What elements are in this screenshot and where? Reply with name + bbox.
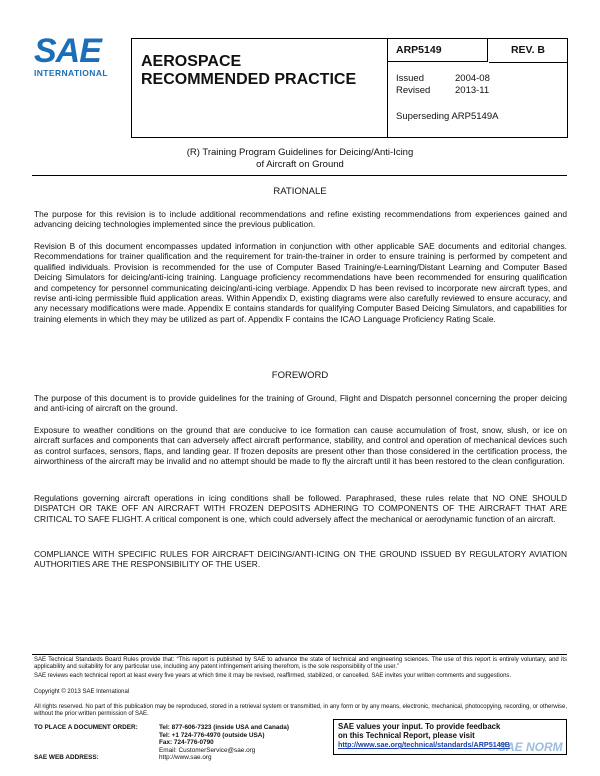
footer-review: SAE reviews each technical report at least every five years at which time it may be revised, reaffirmed, stabilized, or cancelled. SAE invites your written comments and suggestions.: [34, 673, 512, 679]
divider: [32, 175, 567, 176]
revised-label: Revised: [396, 85, 431, 96]
foreword-heading: FOREWORD: [271, 370, 329, 381]
web-label: SAE WEB ADDRESS:: [34, 754, 99, 761]
document-number: ARP5149: [388, 39, 488, 62]
title-line-2: RECOMMENDED PRACTICE: [141, 71, 357, 88]
revised-date: 2013-11: [455, 85, 490, 96]
document-subject: [0, 147, 600, 171]
rationale-paragraph: The purpose for this revision is to include additional recommendations and refine existing recommendations from experiences gained and advancing deicing technologies implemented since the previous publication.: [34, 209, 567, 230]
order-contacts: [159, 724, 359, 762]
email: Email: CustomerService@sae.org: [159, 746, 256, 754]
footer-rights: All rights reserved. No part of this publication may be reproduced, stored in a retrieval system or transmitted, in any form or by any means, electronic, mechanical, photocopying, recording, or otherwise, without the prior written permission of SAE.: [34, 704, 567, 718]
issued-row: [396, 73, 567, 85]
subject-line-1: (R) Training Program Guidelines for Deicing/Anti-Icing: [186, 147, 414, 158]
revision-label: REV. B: [489, 39, 567, 63]
document-type: [132, 39, 388, 137]
supersedes-note: Superseding ARP5149A: [396, 111, 499, 122]
revised-row: [396, 85, 567, 97]
order-label: TO PLACE A DOCUMENT ORDER:: [34, 724, 138, 731]
web-address[interactable]: http://www.sae.org: [159, 754, 212, 762]
title-line-1: AEROSPACE: [141, 53, 242, 70]
issue-info: [388, 63, 567, 123]
foreword-paragraph: Regulations governing aircraft operations in icing conditions shall be followed. Paraphrased, these rules relate that NO ONE SHOULD DISPATCH OR TAKE OFF AN AIRCRAFT WITH FROZEN DEPOSITS ADHERING TO COMPONENTS OF THE AIRCRAFT THAT ARE CRITICAL TO SAFE FLIGHT. A critical component is one, which could adversely affect the mechanical or aerodynamic function of an aircraft.: [34, 493, 567, 524]
subject-line-2: of Aircraft on Ground: [256, 159, 344, 170]
footer-copyright: Copyright © 2013 SAE International: [34, 689, 130, 695]
issued-label: Issued: [396, 73, 424, 84]
issued-date: 2004-08: [455, 73, 490, 84]
document-header: [131, 38, 568, 138]
foreword-paragraph: The purpose of this document is to provide guidelines for the training of Ground, Flight and Dispatch personnel concerning the proper deicing and anti-icing of aircraft on the ground.: [34, 393, 567, 414]
footer-divider: [32, 654, 567, 655]
foreword-paragraph: Exposure to weather conditions on the ground that are conducive to ice formation can cause accumulation of frost, snow, slush, or ice on aircraft surfaces and components that can adversely affect aircraft performance, stability, and control and operation of mechanical devices such as control surfaces, sensors, flaps, and landing gear. If frozen deposits are present other than those considered in the certification process, the airworthiness of the aircraft may be invalid and no attempt should be made to fly the aircraft until it has been restored to the clean configuration.: [34, 425, 567, 467]
rationale-paragraph: Revision B of this document encompasses updated information in conjunction with other applicable SAE documents and editorial changes. Recommendations for trainer qualification and the requirement for train-the-trainer in order to ensure training is performed by competent and qualified individuals. Provision is recommended for the use of Computer Based Training/e-Learning/Distant Learning and Computer Based Deicing Simulators for deicing/anti-icing training. Language proficiency recommendations have been recommended for ensuring qualification and competency for personnel communicating deicing/anti-icing verbiage. Appendix D has been revised to incorporate new aircraft types, and revise anti-icing permissible fluid application areas. Within Appendix D, existing diagrams were also carefully reviewed to ensure accuracy, and any necessary modifications were made. Appendix E contains standards for qualifying Computer Based Deicing Simulators, and capabilities for training elements in which they may be utilized as part of. Appendix F contains the ICAO Language Proficiency Rating Scale.: [34, 241, 567, 324]
rationale-heading: RATIONALE: [273, 186, 327, 197]
feedback-line-2: on this Technical Report, please visit: [338, 731, 475, 740]
watermark: SAE NORM: [498, 740, 563, 754]
fax: Fax: 724-776-0790: [159, 739, 214, 747]
feedback-line-1: SAE values your input. To provide feedback: [338, 722, 501, 731]
feedback-link[interactable]: http://www.sae.org/technical/standards/ARP5149B: [338, 740, 510, 749]
phone-usa: Tel: 877-606-7323 (inside USA and Canada): [159, 724, 289, 731]
footer-rules: SAE Technical Standards Board Rules provide that: “This report is published by SAE to advance the state of technical and engineering sciences. The use of this report is entirely voluntary, and its applicability and suitability for any particular use, including any patent infringement arising therefrom, is the sole responsibility of the user.”: [34, 657, 567, 671]
sae-logo: [34, 32, 112, 78]
foreword-paragraph: COMPLIANCE WITH SPECIFIC RULES FOR AIRCRAFT DEICING/ANTI-ICING ON THE GROUND ISSUED BY REGULATORY AVIATION AUTHORITIES ARE THE RESPONSIBILITY OF THE USER.: [34, 549, 567, 570]
logo-mark: SAE: [34, 32, 101, 70]
logo-subtitle: INTERNATIONAL: [34, 68, 108, 78]
phone-intl: Tel: +1 724-776-4970 (outside USA): [159, 731, 265, 739]
